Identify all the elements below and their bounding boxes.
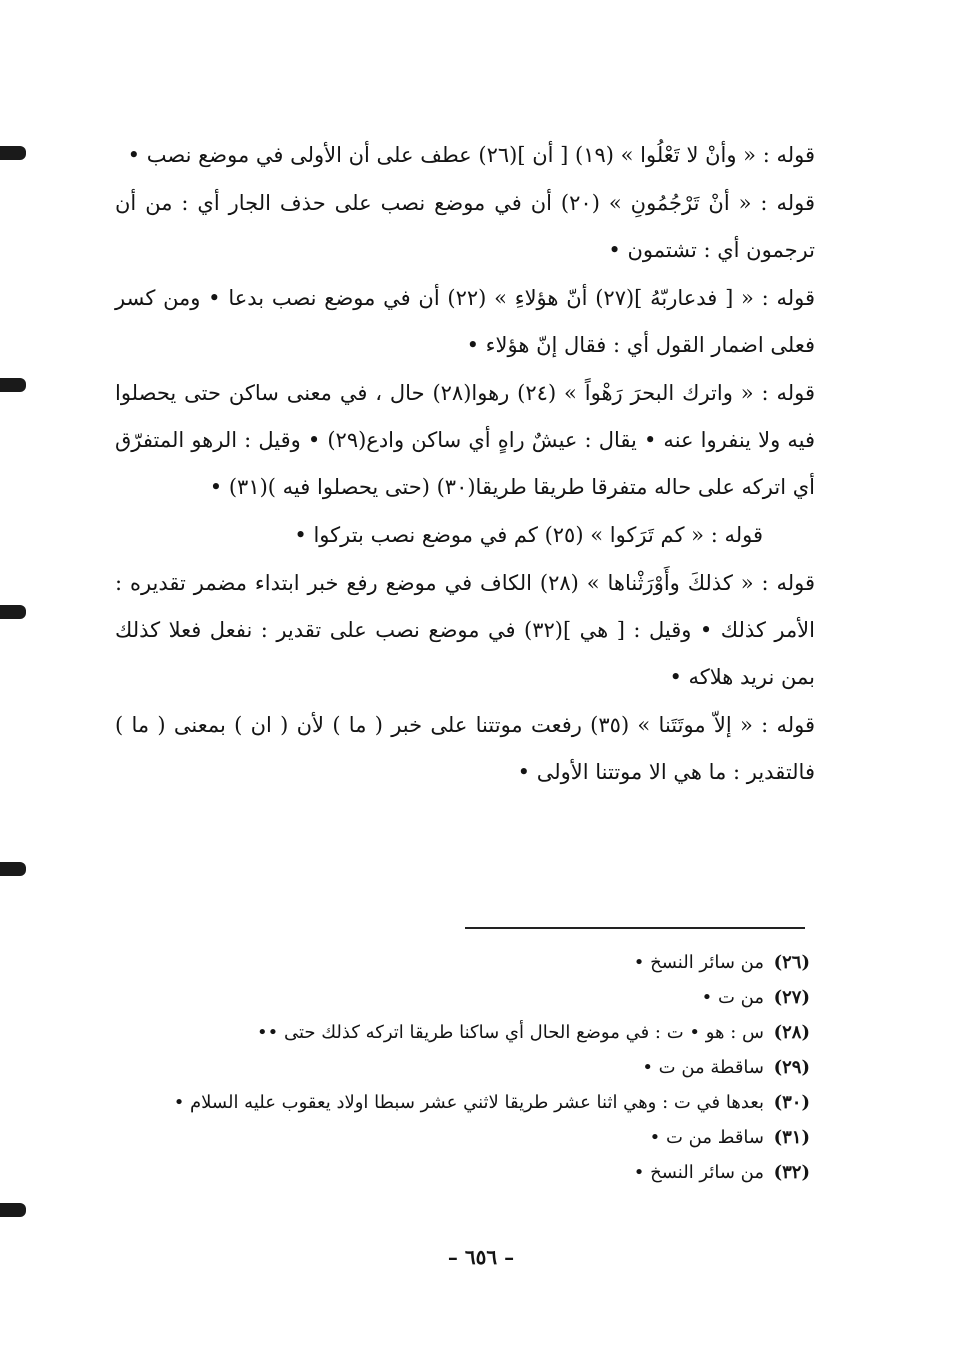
footnote — [110, 1158, 810, 1188]
footnote-number: (٣٢) — [773, 1162, 810, 1183]
footnote — [110, 948, 810, 978]
footnote-number: (٢٧) — [773, 987, 810, 1008]
main-text — [115, 132, 815, 797]
paragraph: قوله : « إلاّ موتَتَنا » (٣٥) رفعت موتتنا على خبر ( ما ) لأن ( ان ) بمعنى ( ما ) فالتقدير : ما هي الا موتتنا الأولى • — [115, 713, 815, 784]
footnote — [110, 1018, 810, 1048]
footnote — [110, 1053, 810, 1083]
footnote-number: (٢٩) — [773, 1057, 810, 1078]
footnote-divider — [465, 927, 805, 929]
binding-mark — [0, 862, 26, 876]
binding-mark — [0, 378, 26, 392]
binding-mark — [0, 605, 26, 619]
paragraph: قوله : « أنْ تَرْجُمُونِ » (٢٠) أن في موضع نصب على حذف الجار أي : من أن ترجمون أي : تشتمون • — [115, 191, 815, 262]
footnote-number: (٢٦) — [773, 952, 810, 973]
footnote-number: (٣٠) — [773, 1092, 810, 1113]
binding-mark — [0, 1203, 26, 1217]
paragraph: قوله : « كذلكَ وأَوْرَثْناها » (٢٨) الكاف في موضع رفع خبر ابتداء مضمر تقديره : الأمر كذلك • وقيل : [ هي ](٣٢) في موضع نصب على تقدير : نفعل فعلا كذلك بمن نريد هلاكه • — [115, 571, 815, 689]
paragraph: قوله : « واترك البحرَ رَهْواً » (٢٤) رهوا(٢٨) حال ، في معنى ساكن حتى يحصلوا فيه ولا ينفروا عنه • يقال : عيشٌ راهٍ أي ساكن وادع(٢٩) • وقيل : الرهو المتفرّق أي اتركه على حاله متفرقا طريقا طريقا(٣٠) (حتى يحصلوا فيه )(٣١) • — [115, 381, 816, 499]
footnote-text: ساقط من ت • — [649, 1127, 764, 1148]
paragraph: قوله : « كم تَرَكوا » (٢٥) كم في موضع نصب بتركوا • — [294, 523, 763, 547]
footnote-text: س : هو • ت : في موضع الحال أي ساكنا طريقا اتركه كذلك حتى •• — [257, 1022, 764, 1043]
footnote-text: ساقطة من ت • — [642, 1057, 764, 1078]
footnote — [110, 983, 810, 1013]
page-number: – ٦٥٦ – — [447, 1245, 515, 1269]
footnote-text: من ت • — [701, 987, 764, 1008]
footnote-text: بعدها في ت : وهي اثنا عشر طريقا لاثني عشر سبطا اولاد يعقوب عليه السلام • — [173, 1092, 764, 1113]
footnotes — [110, 948, 810, 1193]
footnote — [110, 1088, 810, 1118]
paragraph: قوله : « وأنْ لا تَعْلُوا » (١٩) [ أن ](٢٦) عطف على أن الأولى في موضع نصب • — [127, 143, 815, 167]
footnote-text: من سائر النسخ • — [633, 1162, 764, 1183]
footnote — [110, 1123, 810, 1153]
binding-mark — [0, 146, 26, 160]
footnote-text: من سائر النسخ • — [633, 952, 764, 973]
footnote-number: (٣١) — [773, 1127, 810, 1148]
footnote-number: (٢٨) — [773, 1022, 810, 1043]
paragraph: قوله : « [ فدعاربّهُ ](٢٧) أنّ هؤلاءِ » (٢٢) أن في موضع نصب بدعا • ومن كسر فعلى اضمار القول أي : فقال إنّ هؤلاء • — [115, 286, 815, 357]
